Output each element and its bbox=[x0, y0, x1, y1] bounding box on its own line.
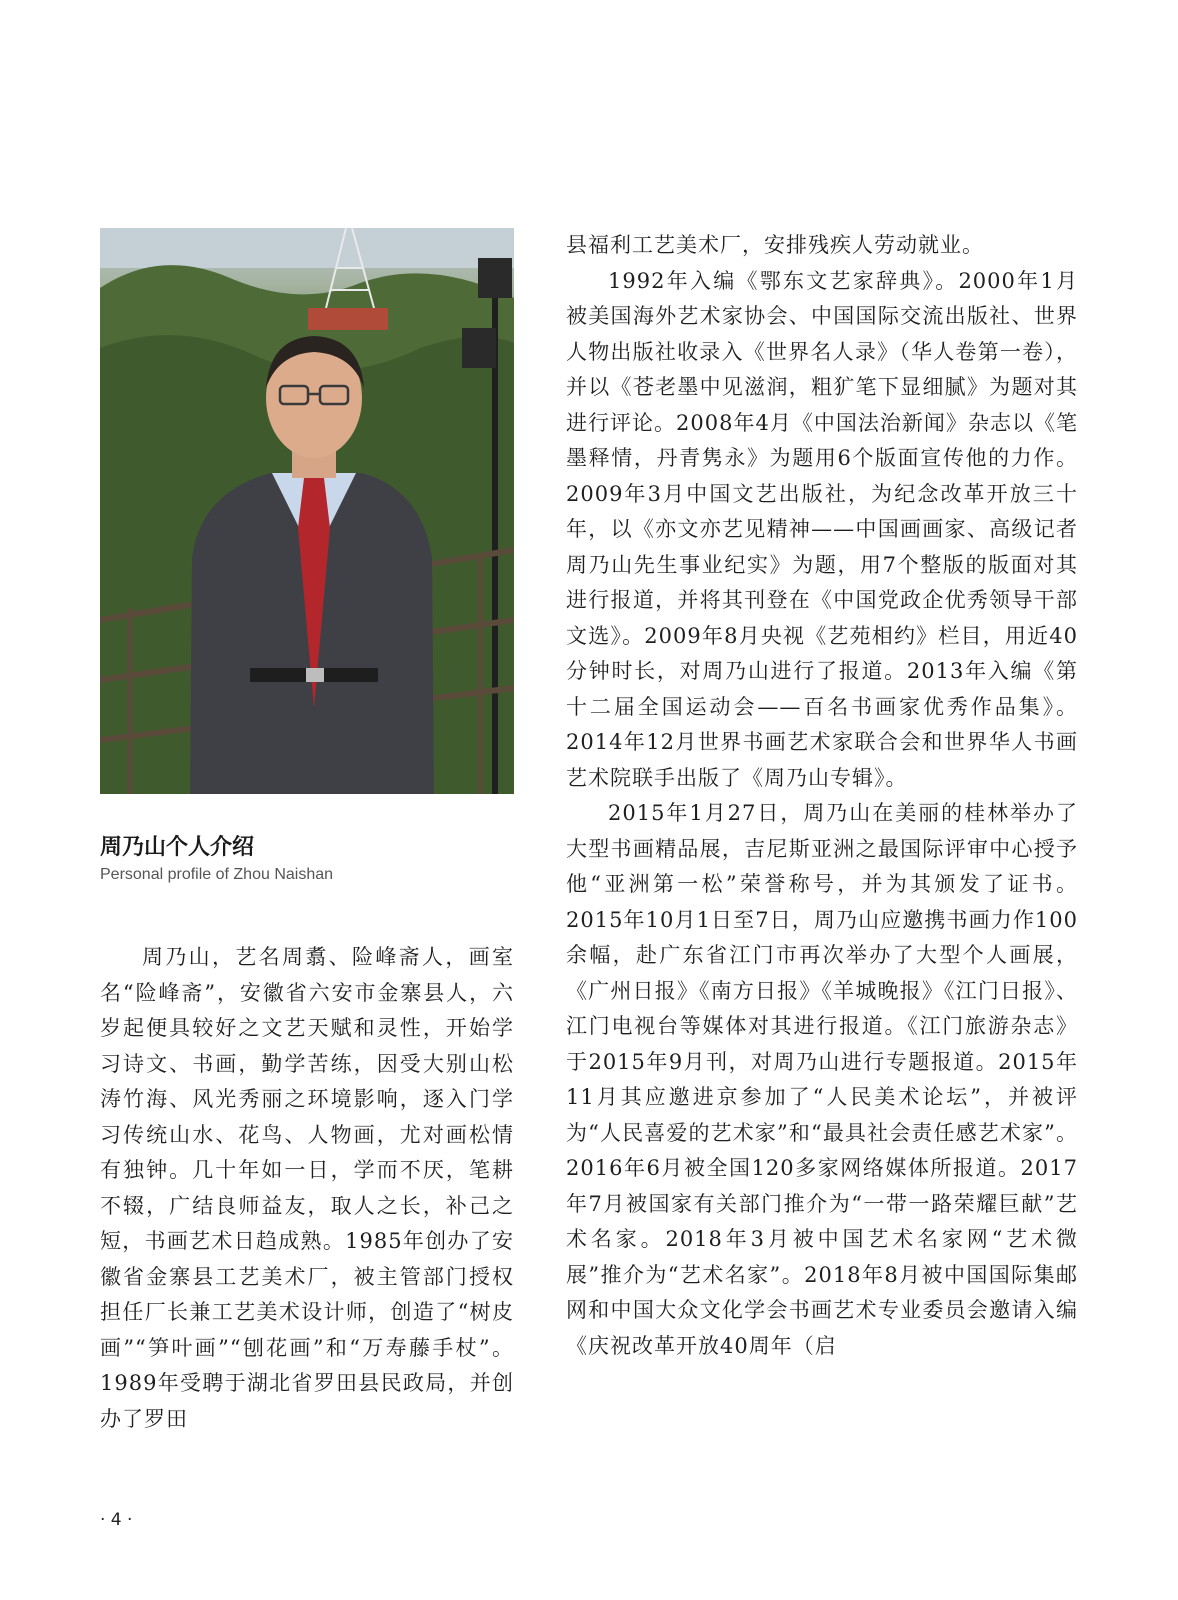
right-column bbox=[566, 228, 1078, 1364]
left-column bbox=[100, 940, 514, 1437]
page-number: · 4 · bbox=[100, 1510, 133, 1530]
body-paragraph: 1992年入编《鄂东文艺家辞典》。2000年1月被美国海外艺术家协会、中国国际交流出版社、世界人物出版社收录入《世界名人录》（华人卷第一卷），并以《苍老墨中见滋润，粗犷笔下显细腻》为题对其进行评论。2008年4月《中国法治新闻》杂志以《笔墨释情，丹青隽永》为题用6个版面宣传他的力作。2009年3月中国文艺出版社，为纪念改革开放三十年，以《亦文亦艺见精神——中国画画家、高级记者周乃山先生事业纪实》为题，用7个整版的版面对其进行报道，并将其刊登在《中国党政企优秀领导干部文选》。2009年8月央视《艺苑相约》栏目，用近40分钟时长，对周乃山进行了报道。2013年入编《第十二届全国运动会——百名书画家优秀作品集》。2014年12月世界书画艺术家联合会和世界华人书画艺术院联手出版了《周乃山专辑》。 bbox=[566, 268, 1078, 790]
caption-title: 周乃山个人介绍 bbox=[100, 835, 255, 860]
body-paragraph: 县福利工艺美术厂，安排残疾人劳动就业。 bbox=[566, 233, 984, 257]
portrait-photo-icon bbox=[100, 228, 514, 794]
body-paragraph: 周乃山，艺名周翥、险峰斋人，画室名“险峰斋”，安徽省六安市金寨县人，六岁起便具较好之文艺天赋和灵性，开始学习诗文、书画，勤学苦练，因受大别山松涛竹海、风光秀丽之环境影响，逐入门学习传统山水、花鸟、人物画，尤对画松情有独钟。几十年如一日，学而不厌，笔耕不辍，广结良师益友，取人之长，补己之短，书画艺术日趋成熟。1985年创办了安徽省金寨县工艺美术厂，被主管部门授权担任厂长兼工艺美术设计师，创造了“树皮画”“笋叶画”“刨花画”和“万寿藤手杖”。1989年受聘于湖北省罗田县民政局，并创办了罗田 bbox=[100, 945, 514, 1431]
portrait-photo bbox=[100, 228, 514, 794]
caption-subtitle: Personal profile of Zhou Naishan bbox=[100, 866, 334, 883]
body-paragraph: 2015年1月27日，周乃山在美丽的桂林举办了大型书画精品展，吉尼斯亚洲之最国际评审中心授予他“亚洲第一松”荣誉称号，并为其颁发了证书。2015年10月1日至7日，周乃山应邀携书画力作100余幅，赴广东省江门市再次举办了大型个人画展，《广州日报》《南方日报》《羊城晚报》《江门日报》、江门电视台等媒体对其进行报道。《江门旅游杂志》于2015年9月刊，对周乃山进行专题报道。2015年11月其应邀进京参加了“人民美术论坛”，并被评为“人民喜爱的艺术家”和“最具社会责任感艺术家”。2016年6月被全国120多家网络媒体所报道。2017年7月被国家有关部门推介为“一带一路荣耀巨献”艺术名家。2018年3月被中国艺术名家网“艺术微展”推介为“艺术名家”。2018年8月被中国国际集邮网和中国大众文化学会书画艺术专业委员会邀请入编《庆祝改革开放40周年（启 bbox=[566, 801, 1078, 1358]
